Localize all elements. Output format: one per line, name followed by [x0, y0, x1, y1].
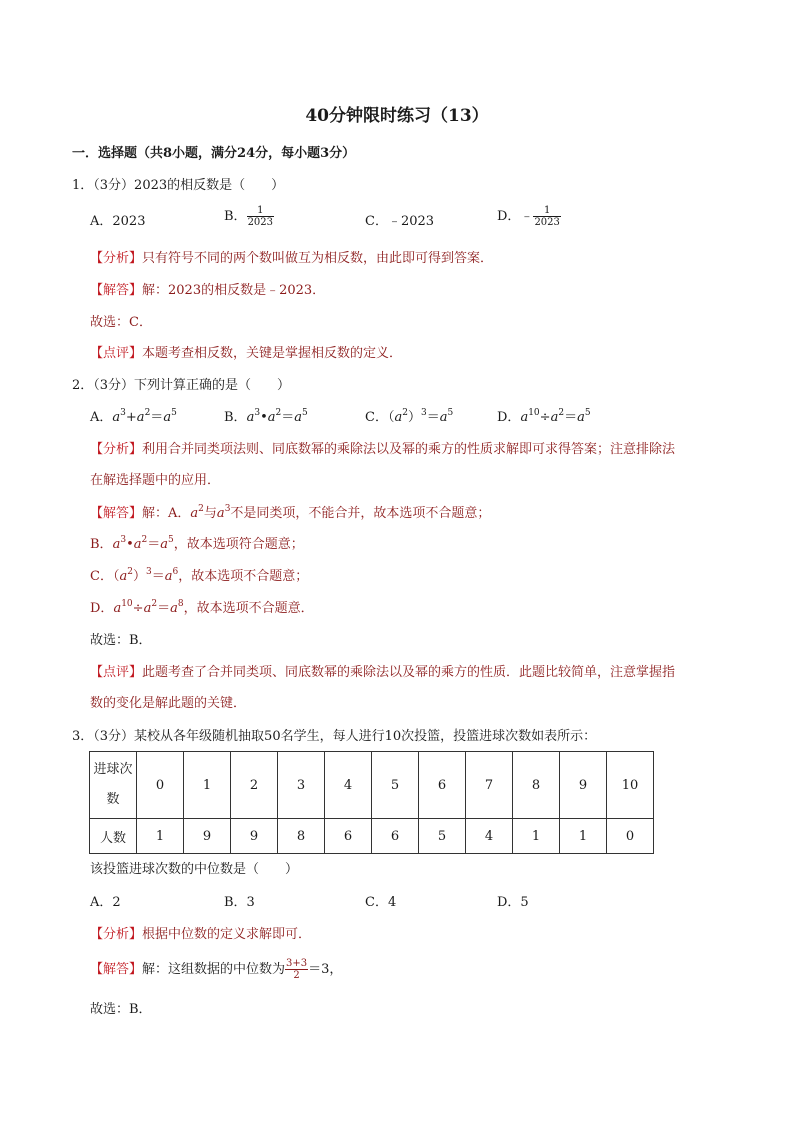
q1-option-d-fraction: [533, 205, 560, 228]
q2-option-b: B．$a^3•a^2=a^5$: [224, 408, 308, 425]
page-title: 40分钟限时练习（13）: [305, 106, 489, 126]
table-cell: 4: [325, 752, 372, 819]
table-cell: 5: [372, 752, 419, 819]
q1-option-d: [497, 205, 561, 228]
q3-answer-post: ＝3，: [308, 962, 343, 977]
q2-answer-d: D．$a^{10}\div a^2=a^8$，故本选项不合题意．: [90, 599, 314, 616]
q1-answer-text: 解：2023的相反数是﹣2023．: [142, 283, 326, 298]
section-heading: 一．选择题（共8小题，满分24分，每小题3分）: [72, 146, 356, 161]
q3-option-c: C．4: [365, 895, 397, 910]
q3-choice: 故选：B．: [90, 1002, 152, 1017]
q2-option-b-label: B．: [224, 410, 247, 425]
q3-question: 该投篮进球次数的中位数是（ ）: [90, 862, 299, 877]
q1-option-b-fraction: [247, 205, 274, 228]
table-cell: 0: [137, 752, 184, 819]
table-cell: 6: [325, 819, 372, 854]
table-cell: 6: [419, 752, 466, 819]
table-cell: 0: [607, 819, 654, 854]
q3-analysis-text: 根据中位数的定义求解即可．: [142, 927, 312, 942]
q2-answer-a-post: 不是同类项，不能合并，故本选项不合题意；: [230, 506, 491, 521]
table-row: [90, 819, 654, 854]
q2-answer-a-mid: 与: [203, 506, 217, 521]
q2-answer-b-post: ，故本选项符合题意；: [173, 537, 304, 552]
table-header-shots-a: 进球次: [93, 762, 133, 777]
q3-answer-num: 3+3: [286, 958, 308, 969]
q1-comment: [90, 345, 402, 363]
q2-stem: 2．（3分）下列计算正确的是（ ）: [72, 378, 291, 393]
q2-option-d-label: D．: [497, 410, 521, 425]
q2-comment-tag: 【点评】: [90, 665, 143, 680]
table-cell: 9: [184, 819, 231, 854]
q2-answer-d-label: D．: [90, 601, 114, 616]
q3-answer: [90, 958, 342, 981]
table-cell: 8: [513, 752, 560, 819]
q3-answer-fraction: [285, 958, 308, 981]
q2-analysis-tag: 【分析】: [90, 442, 143, 457]
table-cell: 6: [372, 819, 419, 854]
q2-answer-a: 【解答】解：A．$a^2$与$a^3$不是同类项，不能合并，故本选项不合题意；: [90, 504, 491, 521]
q2-comment-line1: [90, 664, 675, 682]
q2-answer-b-label: B．: [90, 537, 113, 552]
q2-comment-text-1: 此题考查了合并同类项、同底数幂的乘除法以及幂的乘方的性质．此题比较简单，注意掌握指: [142, 665, 676, 680]
table-cell: 5: [419, 819, 466, 854]
q2-answer-b: B．$a^3•a^2=a^5$，故本选项符合题意；: [90, 535, 304, 552]
q1-option-d-label: D．﹣: [497, 209, 534, 224]
q1-option-b: [224, 205, 274, 228]
q1-option-b-label: B．: [224, 209, 247, 224]
table-cell: 1: [137, 819, 184, 854]
q3-option-a: A．2: [90, 895, 121, 910]
q1-analysis-tag: 【分析】: [90, 251, 143, 266]
q3-option-d: D．5: [497, 895, 529, 910]
q1-analysis-text: 只有符号不同的两个数叫做互为相反数，由此即可得到答案．: [142, 251, 494, 266]
q3-stem: 3．（3分）某校从各年级随机抽取50名学生，每人进行10次投篮，投篮进球次数如表所示：: [72, 729, 597, 744]
q3-data-table: [89, 751, 654, 854]
q1-stem: 1．（3分）2023的相反数是（ ）: [72, 178, 285, 193]
table-header-shots: [90, 752, 137, 819]
q1-option-c: C．﹣2023: [365, 214, 435, 229]
q1-option-a: A．2023: [90, 214, 146, 229]
q2-answer-c-post: ，故本选项不合题意；: [178, 569, 309, 584]
q2-analysis-line1: [90, 441, 675, 459]
q2-option-a-label: A．: [90, 410, 113, 425]
q2-option-a: A．$a^3+a^2=a^5$: [90, 408, 177, 425]
q2-choice: 故选：B．: [90, 633, 152, 648]
q1-choice: 故选：C．: [90, 315, 152, 330]
q2-answer-c-label: C．: [90, 569, 113, 584]
q1-comment-tag: 【点评】: [90, 346, 143, 361]
table-cell: 1: [513, 819, 560, 854]
q2-option-d: D．$a^{10}\div a^2=a^5$: [497, 408, 591, 425]
q1-option-d-num: 1: [543, 205, 551, 216]
q1-option-b-den: 2023: [247, 217, 274, 228]
table-cell: 7: [466, 752, 513, 819]
q3-answer-tag: 【解答】: [90, 962, 143, 977]
table-cell: 2: [231, 752, 278, 819]
table-cell: 9: [231, 819, 278, 854]
table-cell: 4: [466, 819, 513, 854]
q1-option-d-den: 2023: [534, 217, 560, 228]
q1-option-b-num: 1: [257, 205, 264, 216]
q2-answer-d-post: ，故本选项不合题意．: [183, 601, 314, 616]
q1-answer: [90, 282, 325, 300]
q2-analysis-line2: 在解选择题中的应用．: [90, 473, 221, 488]
table-cell: 1: [184, 752, 231, 819]
q1-analysis: [90, 250, 493, 268]
q2-option-c: C．$(a^2)^3=a^5$: [365, 408, 454, 425]
q3-analysis: [90, 926, 311, 944]
table-cell: 8: [278, 819, 325, 854]
table-header-people: 人数: [90, 819, 137, 854]
table-header-shots-b: 数: [106, 792, 120, 807]
table-row: [90, 752, 654, 819]
q1-answer-tag: 【解答】: [90, 283, 143, 298]
q3-answer-pre: 解：这组数据的中位数为: [142, 962, 286, 977]
q1-comment-text: 本题考查相反数，关键是掌握相反数的定义．: [142, 346, 403, 361]
q2-answer-a-pre: 解：A．: [142, 506, 191, 521]
q3-answer-den: 2: [285, 969, 308, 981]
q2-comment-line2: 数的变化是解此题的关键．: [90, 696, 247, 711]
q3-analysis-tag: 【分析】: [90, 927, 143, 942]
q2-answer-c: C．$(a^2)^3=a^6$，故本选项不合题意；: [90, 567, 309, 584]
table-cell: 1: [560, 819, 607, 854]
q3-option-b: B．3: [224, 895, 255, 910]
table-cell: 3: [278, 752, 325, 819]
q2-answer-tag: 【解答】: [90, 506, 143, 521]
table-cell: 10: [607, 752, 654, 819]
q2-option-c-label: C．: [365, 410, 388, 425]
table-cell: 9: [560, 752, 607, 819]
q2-analysis-text-1: 利用合并同类项法则、同底数幂的乘除法以及幂的乘方的性质求解即可求得答案；注意排除法: [142, 442, 676, 457]
